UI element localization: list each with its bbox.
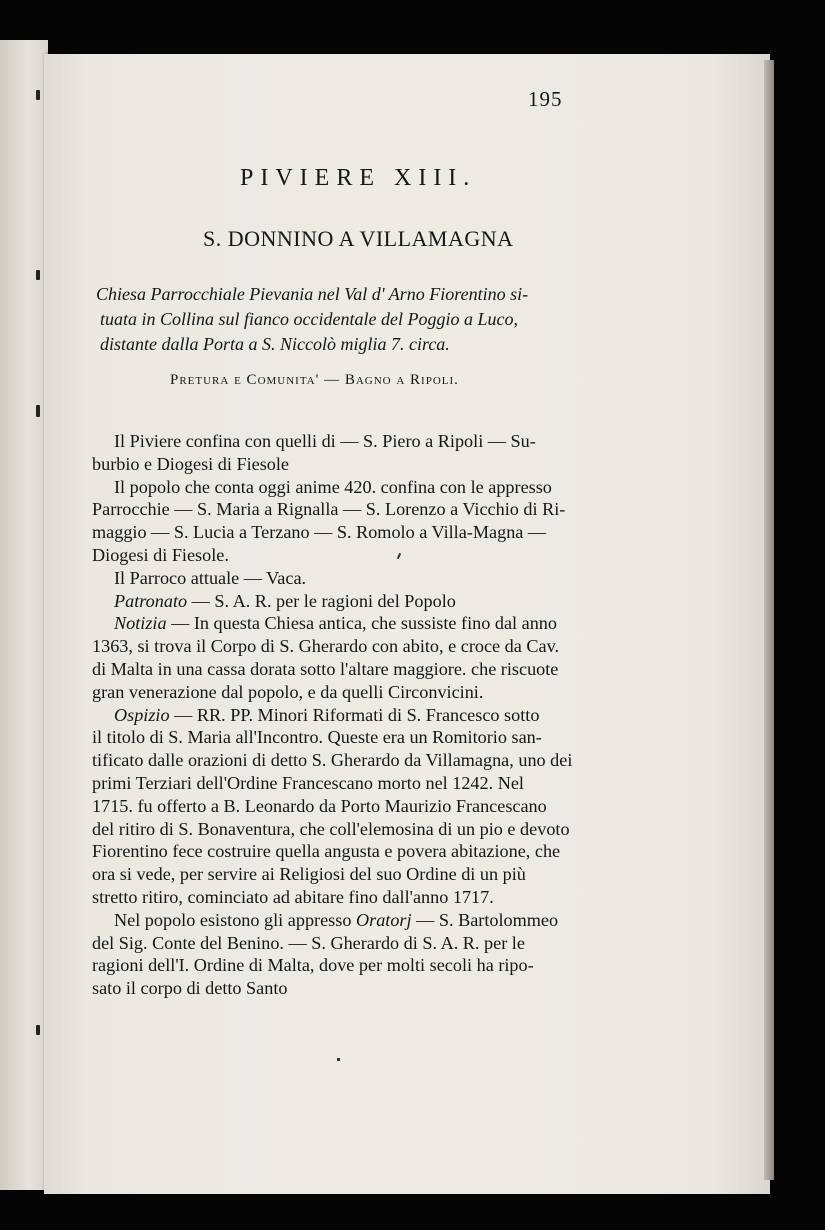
text-line: Il popolo che conta oggi anime 420. confina con le appresso xyxy=(114,476,552,497)
text-line: del ritiro di S. Bonaventura, che coll'elemosina di un pio e devoto xyxy=(92,818,570,839)
text-line: il titolo di S. Maria all'Incontro. Queste era un Romitorio san- xyxy=(92,727,542,748)
text-line xyxy=(92,909,638,932)
patronato-label: Patronato xyxy=(114,590,188,611)
text-line: Diogesi di Fiesole. xyxy=(92,544,229,565)
left-page-edge xyxy=(0,40,48,1190)
text-line: ora si vede, per servire ai Religiosi del suo Ordine di un più xyxy=(92,864,526,885)
text-line: burbio e Diogesi di Fiesole xyxy=(92,453,290,474)
text-line: primi Terziari dell'Ordine Francescano morto nel 1242. Nel xyxy=(92,772,524,793)
church-description xyxy=(96,282,636,357)
text-line: gran venerazione dal popolo, e da quelli Circonvicini. xyxy=(92,681,484,702)
text-line: del Sig. Conte del Benino. — S. Gherardo di S. A. R. per le xyxy=(92,932,525,953)
body-text xyxy=(92,430,638,1000)
description-line: tuata in Collina sul fianco occidentale del Poggio a Luco, xyxy=(100,309,518,329)
text-line xyxy=(92,704,638,727)
text-line: stretto ritiro, cominciato ad abitare fino dall'anno 1717. xyxy=(92,886,494,907)
patronato-text: — S. A. R. per le ragioni del Popolo xyxy=(187,590,456,611)
oratorj-text: — S. Bartolommeo xyxy=(411,909,559,930)
text-line: Parrocchie — S. Maria a Rignalla — S. Lorenzo a Vicchio di Ri- xyxy=(92,499,566,520)
text-line: Il Parroco attuale — Vaca. xyxy=(114,567,307,588)
text-line: di Malta in una cassa dorata sotto l'altare maggiore. che riscuote xyxy=(92,658,559,679)
text-line: 1363, si trova il Corpo di S. Gherardo con abito, e croce da Cav. xyxy=(92,636,560,657)
oratorj-label: Oratorj xyxy=(355,909,412,930)
text-line: 1715. fu offerto a B. Leonardo da Porto Maurizio Francescano xyxy=(92,795,547,816)
description-line: Chiesa Parrocchiale Pievania nel Val d' Arno Fiorentino si- xyxy=(96,284,529,304)
notizia-text: — In questa Chiesa antica, che sussiste fino dal anno xyxy=(166,613,557,634)
text-line: maggio — S. Lucia a Terzano — S. Romolo a Villa-Magna — xyxy=(92,522,547,543)
ospizio-text: — RR. PP. Minori Riformati di S. Francesco sotto xyxy=(169,704,540,725)
pretura-line: Pretura e Comunita' — Bagno a Ripoli. xyxy=(170,372,459,388)
page-edge-shadow xyxy=(764,60,774,1180)
page-number: 195 xyxy=(528,87,563,111)
oratorj-prefix: Nel popolo esistono gli appresso xyxy=(114,909,356,930)
ospizio-label: Ospizio xyxy=(114,704,170,725)
text-line: Fiorentino fece costruire quella angusta e povera abitazione, che xyxy=(92,841,561,862)
description-line: distante dalla Porta a S. Niccolò miglia 7. circa. xyxy=(100,334,450,354)
notizia-label: Notizia xyxy=(114,613,167,634)
text-line: tificato dalle orazioni di detto S. Gherardo da Villamagna, uno dei xyxy=(92,750,573,771)
church-title: S. DONNINO A VILLAMAGNA xyxy=(203,226,514,251)
piviere-heading: PIVIERE XIII. xyxy=(240,165,477,191)
ink-speck xyxy=(337,1058,340,1061)
text-line xyxy=(92,590,638,613)
text-line: Il Piviere confina con quelli di — S. Piero a Ripoli — Su- xyxy=(114,431,536,451)
text-line: sato il corpo di detto Santo xyxy=(92,978,288,999)
text-line: ragioni dell'I. Ordine di Malta, dove per molti secoli ha ripo- xyxy=(92,955,534,976)
text-line xyxy=(92,612,638,635)
